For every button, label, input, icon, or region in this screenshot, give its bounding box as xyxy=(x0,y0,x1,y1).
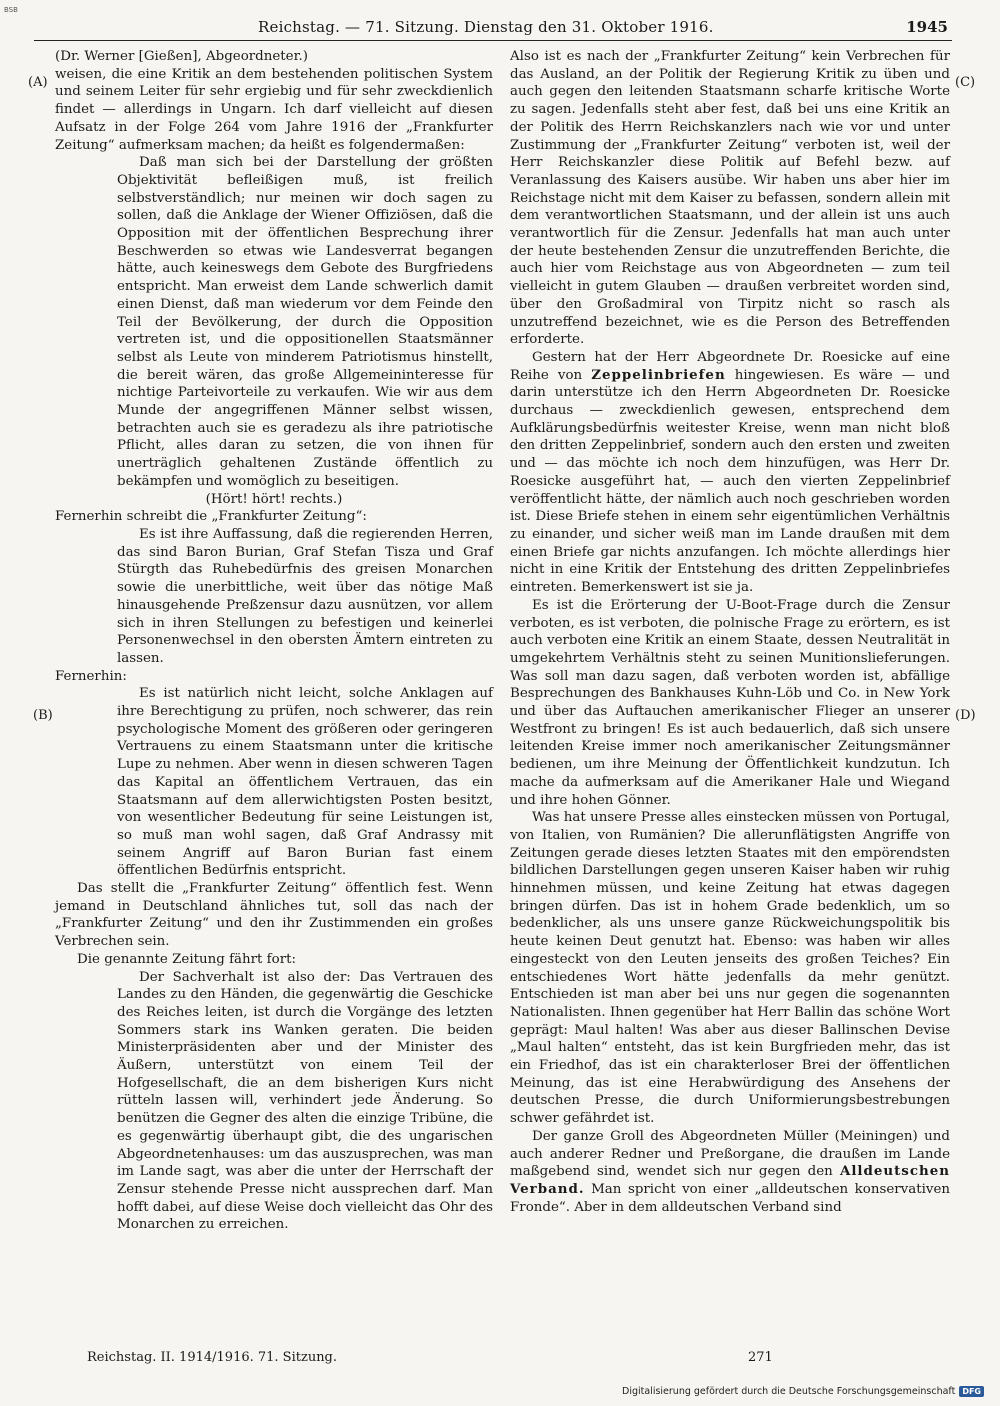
paragraph: Was hat unsere Presse alles einstecken müssen von Portugal, von Italien, von Rumänien? Die allerunflätigsten Angriffe von Zeitungen gerade dieses letzten Staates mit den empörendsten bildlichen Darstellungen gegen unseren Kaiser haben wir ruhig hinnehmen müssen, und keine Zeitung hat etwas dagegen bringen dürfen. Das ist in hohem Grade bedenklich, um so bedenklicher, als uns unsere ganze Rückweichungspolitik bis heute keinen Deut genutzt hat. Ebenso: was haben wir alles eingesteckt von den Leuten jenseits des großen Teiches? Ein entschiedenes Wort hätte jedenfalls da mehr genützt. Entschieden ist man aber bei uns nur gegen die sogenannten Nationalisten. Ihnen gegenüber hat Herr Ballin das schöne Wort geprägt: Maul halten! Was aber aus dieser Ballinschen Devise „Maul halten“ entsteht, das ist kein Burgfrieden mehr, das ist ein Friedhof, das ist ein charakterloser Brei der öffentlichen Meinung, das ist eine Herabwürdigung des Ansehens der deutschen Presse, die durch Uniformierungsbestrebungen schwer gefährdet ist. xyxy=(510,810,950,1127)
paragraph: Fernerhin: xyxy=(55,668,127,684)
paragraph: Das stellt die „Frankfurter Zeitung“ öffentlich fest. Wenn jemand in Deutschland ähnliches tut, soll das nach der „Frankfurter Zeitung“ und den ihr Zustimmenden ein großes Verbrechen sein. xyxy=(55,881,493,950)
paragraph: Fernerhin schreibt die „Frankfurter Zeitung“: xyxy=(55,509,367,525)
text-run: Man spricht von einer „alldeutschen konservativen Fronde“. Aber in dem alldeutschen Verband sind xyxy=(510,1182,950,1215)
paragraph: weisen, die eine Kritik an dem bestehenden politischen System und seinem Leiter für sehr ergiebig und für sehr zweckdienlich findet — allerdings in Ungarn. Ich darf vielleicht auf diesen Aufsatz in der Folge 264 vom Jahre 1916 der „Frankfurter Zeitung“ aufmerksam machen; da heißt es folgendermaßen: xyxy=(55,66,493,153)
speaker-line: (Dr. Werner [Gießen], Abgeordneter.) xyxy=(55,49,309,64)
page-number: 1945 xyxy=(906,18,948,36)
quotation: Es ist natürlich nicht leicht, solche Anklagen auf ihre Berechtigung zu prüfen, noch schwerer, das rein psychologische Moment des größeren oder geringeren Vertrauens zu einem Staatsmann unter die kritische Lupe zu nehmen. Aber wenn in diesen schweren Tagen das Kapital an öffentlichem Vertrauen, das ein Staatsmann auf dem allerwichtigsten Posten besitzt, von wesentlicher Bedeutung für seine Leistungen ist, so muß man wohl sagen, daß Graf Andrassy mit seinem Angriff auf Baron Burian fast einem öffentlichen Bedürfnis entspricht. xyxy=(117,686,493,879)
footer-sheet-number: 271 xyxy=(748,1350,773,1365)
paragraph xyxy=(510,1128,950,1217)
margin-marker-d: (D) xyxy=(955,708,976,723)
page-header-title: Reichstag. — 71. Sitzung. Dienstag den 31. Oktober 1916. xyxy=(258,18,714,36)
margin-marker-c: (C) xyxy=(955,75,976,90)
digitization-text: Digitalisierung gefördert durch die Deutsche Forschungsgemeinschaft xyxy=(622,1386,956,1397)
dfg-logo: DFG xyxy=(959,1386,984,1397)
quotation: Es ist ihre Auffassung, daß die regierenden Herren, das sind Baron Burian, Graf Stefan Tisza und Graf Stürgth das Ruhebedürfnis des greisen Monarchen sowie die unerbittliche, weit über das nötige Maß hinausgehende Preßzensur dazu ausnützen, vor allem sich in ihren Stellungen zu befestigen und keinerlei Personenwechsel in den obersten Ämtern eintreten zu lassen. xyxy=(117,526,493,666)
paragraph: Es ist die Erörterung der U-Boot-Frage durch die Zensur verboten, es ist verboten, die polnische Frage zu erörtern, es ist auch verboten eine Kritik an einem Staate, dessen Neutralität in umgekehrtem Verhältnis steht zu seinen Munitionslieferungen. Was soll man dazu sagen, daß verboten worden ist, abfällige Besprechungen des Bankhauses Kuhn-Löb und Co. in New York und über das Auftauchen amerikanischer Flieger an unserer Westfront zu bringen! Es ist auch bedauerlich, daß sich unsere leitenden Kreise immer noch amerikanischer Zeitungsmänner bedienen, um ihre Meinung der Öffentlichkeit kundzutun. Ich mache da aufmerksam auf die Amerikaner Hale und Wiegand und ihre hohen Gönner. xyxy=(510,597,950,808)
library-mark: BSB xyxy=(4,6,18,14)
emphasis: Alldeutschen Verband. xyxy=(510,1163,950,1197)
emphasis: Zeppelinbriefen xyxy=(591,366,726,383)
quotation: Der Sachverhalt ist also der: Das Vertrauen des Landes zu den Händen, die gegenwärtig die Geschicke des Reiches leiten, ist durch die Vorgänge des letzten Sommers stark ins Wanken geraten. Die beiden Ministerpräsidenten aber und der Minister des Äußern, unterstützt von einem Teil der Hofgesellschaft, die an dem bisherigen Kurs nicht rütteln lassen will, verhindert jede Änderung. So benützen die Gegner des alten die einzige Tribüne, die es gegenwärtig überhaupt gibt, die des ungarischen Abgeordnetenhauses: um das auszusprechen, was man im Lande sagt, was aber die unter der Herrschaft der Zensur stehende Presse nicht aussprechen darf. Man hofft dabei, auf diese Weise doch vielleicht das Ohr des Monarchen zu erreichen. xyxy=(117,969,493,1233)
margin-marker-b: (B) xyxy=(33,708,53,723)
text-run: Der ganze Groll des Abgeordneten Müller (Meiningen) und auch anderer Redner und Preßorgane, die draußen im Lande maßgebend sind, wendet sich nur gegen den xyxy=(510,1128,950,1180)
text-run: Gestern hat der Herr Abgeordnete Dr. Roesicke auf eine Reihe von xyxy=(510,349,950,383)
left-column xyxy=(55,48,493,1234)
paragraph xyxy=(510,349,950,597)
paragraph: Die genannte Zeitung fährt fort: xyxy=(77,951,296,967)
footer-signature: Reichstag. II. 1914/1916. 71. Sitzung. xyxy=(87,1350,338,1365)
text-run: hingewiesen. Es wäre — und darin unterstütze ich den Herrn Abgeordneten Dr. Roesicke durchaus — zweckdienlich gewesen, entsprechend dem Aufklärungsbedürfnis weitester Kreise, wenn man nicht bloß den dritten Zeppelinbrief, sondern auch den ersten und zweiten und — das möchte ich noch dem hinzufügen, was Herr Dr. Roesicke ausgeführt hat, — auch den vierten Zeppelinbrief veröffentlicht hätte, der nämlich auch noch geschrieben worden ist. Diese Briefe stehen in einem sehr eigentümlichen Verhältnis zu einander, und sicher weiß man im Lande draußen mit dem einen Briefe gar nichts anzufangen. Ich möchte allerdings hier nicht in eine Kritik der Entstehung des dritten Zeppelinbriefes eintreten. Bemerkenswert ist sie ja. xyxy=(510,367,950,596)
margin-marker-a: (A) xyxy=(28,75,48,90)
quotation: Daß man sich bei der Darstellung der größten Objektivität befleißigen muß, ist freilich selbstverständlich; nur meinen wir doch sagen zu sollen, daß die Anklage der Wiener Offiziösen, daß die Opposition mit der öffentlichen Besprechung ihrer Beschwerden so etwas wie Landesverrat begangen hätte, auch keineswegs dem Gebote des Burgfriedens entspricht. Man erweist dem Lande schwerlich damit einen Dienst, daß man wiederum vor dem Feinde den Teil der Bevölkerung, der durch die Opposition vertreten ist, und die oppositionellen Staatsmänner selbst als Leute von minderem Patriotismus hinstellt, die bereit wären, das große Allgemeininteresse für nichtige Parteivorteile zu verkaufen. Wie wir aus dem Munde der angegriffenen Männer selbst wissen, betrachten auch sie es geradezu als ihre patriotische Pflicht, alles daran zu setzen, die von ihnen für unerträglich gehaltenen Zustände öffentlich zu bekämpfen und womöglich zu beseitigen. xyxy=(117,155,493,489)
right-column xyxy=(510,48,950,1216)
header-rule xyxy=(34,40,952,41)
digitization-notice xyxy=(622,1386,984,1397)
paragraph: Also ist es nach der „Frankfurter Zeitung“ kein Verbrechen für das Ausland, an der Politik der Regierung Kritik zu üben und auch gegen den leitenden Staatsmann scharfe kritische Worte zu sagen. Jedenfalls steht aber fest, daß bei uns eine Kritik an der Politik des Herrn Reichskanzlers nach wie vor und unter Zustimmung der „Frankfurter Zeitung“ verboten ist, weil der Herr Reichskanzler diese Politik auf Befehl bezw. auf Veranlassung des Kaisers ausübe. Wir haben uns aber hier im Reichstage nicht mit dem Kaiser zu befassen, sondern allein mit dem verantwortlichen Staatsmann, und der allein ist uns auch verantwortlich für die Zensur. Jedenfalls hat man auch unter der heute bestehenden Zensur die unzutreffenden Berichte, die auch hier vom Reichstage aus von Abgeordneten — zum teil vielleicht in gutem Glauben — draußen verbreitet worden sind, über den Großadmiral von Tirpitz nicht so rasch als unzutreffend bezeichnet, wie es die Person des Betreffenden erforderte. xyxy=(510,49,950,348)
interjection: (Hört! hört! rechts.) xyxy=(205,491,343,507)
